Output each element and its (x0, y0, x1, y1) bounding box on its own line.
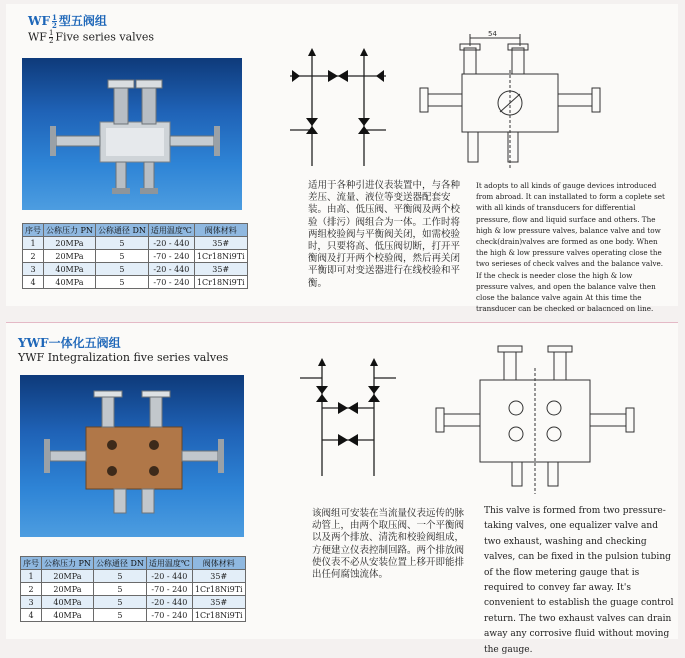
table-header: 公称压力 PN (42, 557, 94, 570)
table-header: 阀体材料 (192, 557, 245, 570)
table-cell: 3 (23, 263, 44, 276)
product-photo-ywf (20, 375, 244, 537)
table-cell: 5 (93, 583, 146, 596)
technical-drawing-ywf (420, 338, 660, 500)
table-row (23, 263, 248, 276)
table-cell: -20 - 440 (148, 237, 194, 250)
table-cell: 40MPa (44, 276, 96, 289)
table-cell: 35# (192, 570, 245, 583)
table-cell: -70 - 240 (148, 276, 194, 289)
valve-photo-illustration (22, 58, 242, 210)
description-cn-wf: 适用于各种引进仪表装置中，与各种差压、流量、液位等变送器配套安装。由高、低压阀、平衡阀及两个校验（排污）阀组合为一体。工作时将两组校验阀与平衡阀关闭，如需校验时，只要将高、低压阀切断，打开平衡阀及打开两个校验阀，然后再关闭平衡即可对变送器进行在线校验和平衡。 (308, 180, 461, 289)
product-photo-wf (22, 58, 242, 210)
table-row (23, 237, 248, 250)
table-header: 公称通径 DN (95, 224, 148, 237)
table-cell: 20MPa (42, 583, 94, 596)
section1-title: WF $\frac{1}{2}$ 型五阀组 (28, 13, 107, 30)
table-header-row (23, 224, 248, 237)
description-en-wf: It adopts to all kinds of gauge devices introduced from abroad. It can installated to form a coplete set with all kinds of transducers for differential pressure, flow and liquid surface and others. The high & low pressure valves, balance valve and tow check(drain)valves are formed as one body. When the high & low pressure valves operating close the two serieses of check valves and the balance valve. If the check is needer close the high & low pressure valves, and open the balance valve then close the balance valve again At this time the transducer can be checked or balacnced on line. (476, 181, 665, 314)
table-header: 适用温度℃ (148, 224, 194, 237)
description-cn-ywf: 该阀组可安装在当流量仪表远传的脉动管上，由两个取压阀、一个平衡阀以及两个排放、清洗和校验阀组成，方便建立仪表控制回路。两个排放阀使仪表不必从安装位置上移开即能排出任何腐蚀流体。 (312, 508, 465, 581)
table-cell: 35# (194, 237, 247, 250)
table-cell: 35# (192, 596, 245, 609)
table-cell: 5 (93, 596, 146, 609)
spec-table-wf (22, 223, 248, 289)
table-cell: 35# (194, 263, 247, 276)
table-cell: 5 (95, 263, 148, 276)
table-cell: 5 (95, 237, 148, 250)
table-row (23, 276, 248, 289)
table-row (21, 609, 246, 622)
table-cell: 20MPa (44, 237, 96, 250)
section2-title: YWF一体化五阀组 (18, 336, 121, 350)
table-cell: 1Cr18Ni9Ti (192, 583, 245, 596)
table-row (21, 596, 246, 609)
table-cell: -20 - 440 (148, 263, 194, 276)
table-header: 阀体材料 (194, 224, 247, 237)
table-cell: -20 - 440 (146, 596, 192, 609)
table-row (21, 570, 246, 583)
table-cell: 2 (21, 583, 42, 596)
table-header: 序号 (23, 224, 44, 237)
valve-photo-illustration (20, 375, 244, 537)
table-cell: 20MPa (44, 250, 96, 263)
section1-subtitle: WF $\frac{1}{2}$ Five series valves (28, 29, 155, 45)
table-header: 序号 (21, 557, 42, 570)
table-cell: 3 (21, 596, 42, 609)
table-cell: 5 (93, 570, 146, 583)
table-cell: -70 - 240 (148, 250, 194, 263)
table-cell: 4 (23, 276, 44, 289)
table-cell: 5 (93, 609, 146, 622)
table-cell: 40MPa (42, 609, 94, 622)
valve-schematic-wf (278, 48, 398, 172)
table-cell: 1Cr18Ni9Ti (194, 250, 247, 263)
table-row (21, 583, 246, 596)
table-cell: 5 (95, 276, 148, 289)
table-cell: 40MPa (42, 596, 94, 609)
table-cell: -20 - 440 (146, 570, 192, 583)
table-header: 公称通径 DN (93, 557, 146, 570)
table-cell: 2 (23, 250, 44, 263)
valve-schematic-ywf (288, 358, 408, 482)
table-cell: 1 (23, 237, 44, 250)
table-cell: -70 - 240 (146, 583, 192, 596)
table-cell: 1 (21, 570, 42, 583)
description-en-ywf: This valve is formed from two pressure-taking valves, one equalizer valve and two exhaust, washing and checking valves, can be fixed in the pulsion tubing of the flow metering gauge that is required to convey far away. It's convenient to establish the guage control return. The two exhaust valves can drain away any corrosive fluid without moving the gauge. (484, 506, 674, 655)
table-cell: 5 (95, 250, 148, 263)
table-header-row (21, 557, 246, 570)
spec-table-ywf (20, 556, 246, 622)
table-cell: 40MPa (44, 263, 96, 276)
table-row (23, 250, 248, 263)
table-cell: 20MPa (42, 570, 94, 583)
table-header: 适用温度℃ (146, 557, 192, 570)
table-cell: 1Cr18Ni9Ti (194, 276, 247, 289)
dimension-label: 54 (488, 30, 497, 38)
technical-drawing-wf (410, 30, 650, 180)
section2-subtitle: YWF Integralization five series valves (18, 351, 229, 364)
table-header: 公称压力 PN (44, 224, 96, 237)
table-cell: 1Cr18Ni9Ti (192, 609, 245, 622)
table-cell: 4 (21, 609, 42, 622)
table-cell: -70 - 240 (146, 609, 192, 622)
